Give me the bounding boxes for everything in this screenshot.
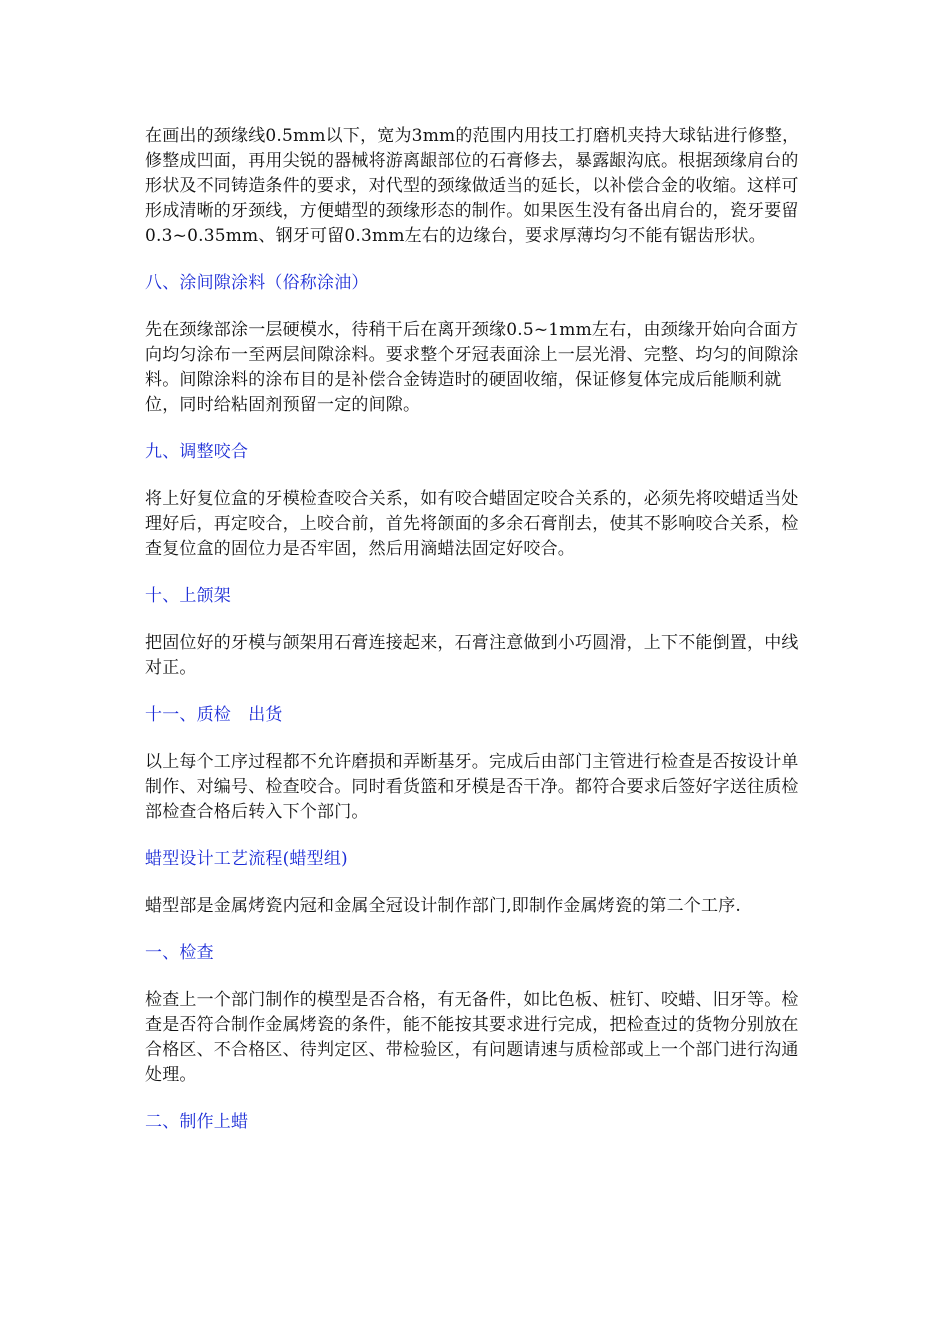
- paragraph-spacer-coating: 先在颈缘部涂一层硬模水，待稍干后在离开颈缘0.5~1mm左右，由颈缘开始向合面方向均匀涂布一至两层间隙涂料。要求整个牙冠表面涂上一层光滑、完整、均匀的间隙涂料。间隙涂料的涂布目的是补偿合金铸造时的硬固收缩，保证修复体完成后能顺利就位，同时给粘固剂预留一定的间隙。: [145, 320, 799, 415]
- section-heading-10: 十、上颌架: [145, 586, 231, 606]
- section-heading-9: 九、调整咬合: [145, 442, 249, 462]
- section-heading-11: 十一、质检 出货: [145, 705, 283, 725]
- paragraph-articulator: 把固位好的牙模与颌架用石膏连接起来，石膏注意做到小巧圆滑，上下不能倒置，中线对正。: [145, 633, 799, 678]
- paragraph-wax-department: 蜡型部是金属烤瓷内冠和金属全冠设计制作部门,即制作金属烤瓷的第二个工序.: [145, 896, 742, 916]
- paragraph-occlusion: 将上好复位盒的牙模检查咬合关系，如有咬合蜡固定咬合关系的，必须先将咬蜡适当处理好后，再定咬合，上咬合前，首先将颌面的多余石膏削去，使其不影响咬合关系，检查复位盒的固位力是否牢固，然后用滴蜡法固定好咬合。: [145, 489, 799, 559]
- section-heading-2-waxing: 二、制作上蜡: [145, 1112, 249, 1132]
- document-page: [145, 124, 813, 1157]
- section-heading-1-inspection: 一、检查: [145, 943, 214, 963]
- section-heading-wax-process: 蜡型设计工艺流程(蜡型组): [145, 849, 348, 869]
- section-heading-8: 八、涂间隙涂料（俗称涂油）: [145, 273, 369, 293]
- paragraph-quality-check: 以上每个工序过程都不允许磨损和弄断基牙。完成后由部门主管进行检查是否按设计单制作、对编号、检查咬合。同时看货篮和牙模是否干净。都符合要求后签好字送往质检部检查合格后转入下个部门。: [145, 752, 799, 822]
- paragraph-inspection: 检查上一个部门制作的模型是否合格，有无备件，如比色板、桩钉、咬蜡、旧牙等。检查是否符合制作金属烤瓷的条件，能不能按其要求进行完成，把检查过的货物分别放在合格区、不合格区、待判定区、带检验区，有问题请速与质检部或上一个部门进行沟通处理。: [145, 990, 799, 1085]
- paragraph-neck-trimming: 在画出的颈缘线0.5mm以下，宽为3mm的范围内用技工打磨机夹持大球钻进行修整，修整成凹面，再用尖锐的器械将游离龈部位的石膏修去，暴露龈沟底。根据颈缘肩台的形状及不同铸造条件的要求，对代型的颈缘做适当的延长，以补偿合金的收缩。这样可形成清晰的牙颈线，方便蜡型的颈缘形态的制作。如果医生没有备出肩台的，瓷牙要留0.3~0.35mm、钢牙可留0.3mm左右的边缘台，要求厚薄均匀不能有锯齿形状。: [145, 126, 800, 246]
